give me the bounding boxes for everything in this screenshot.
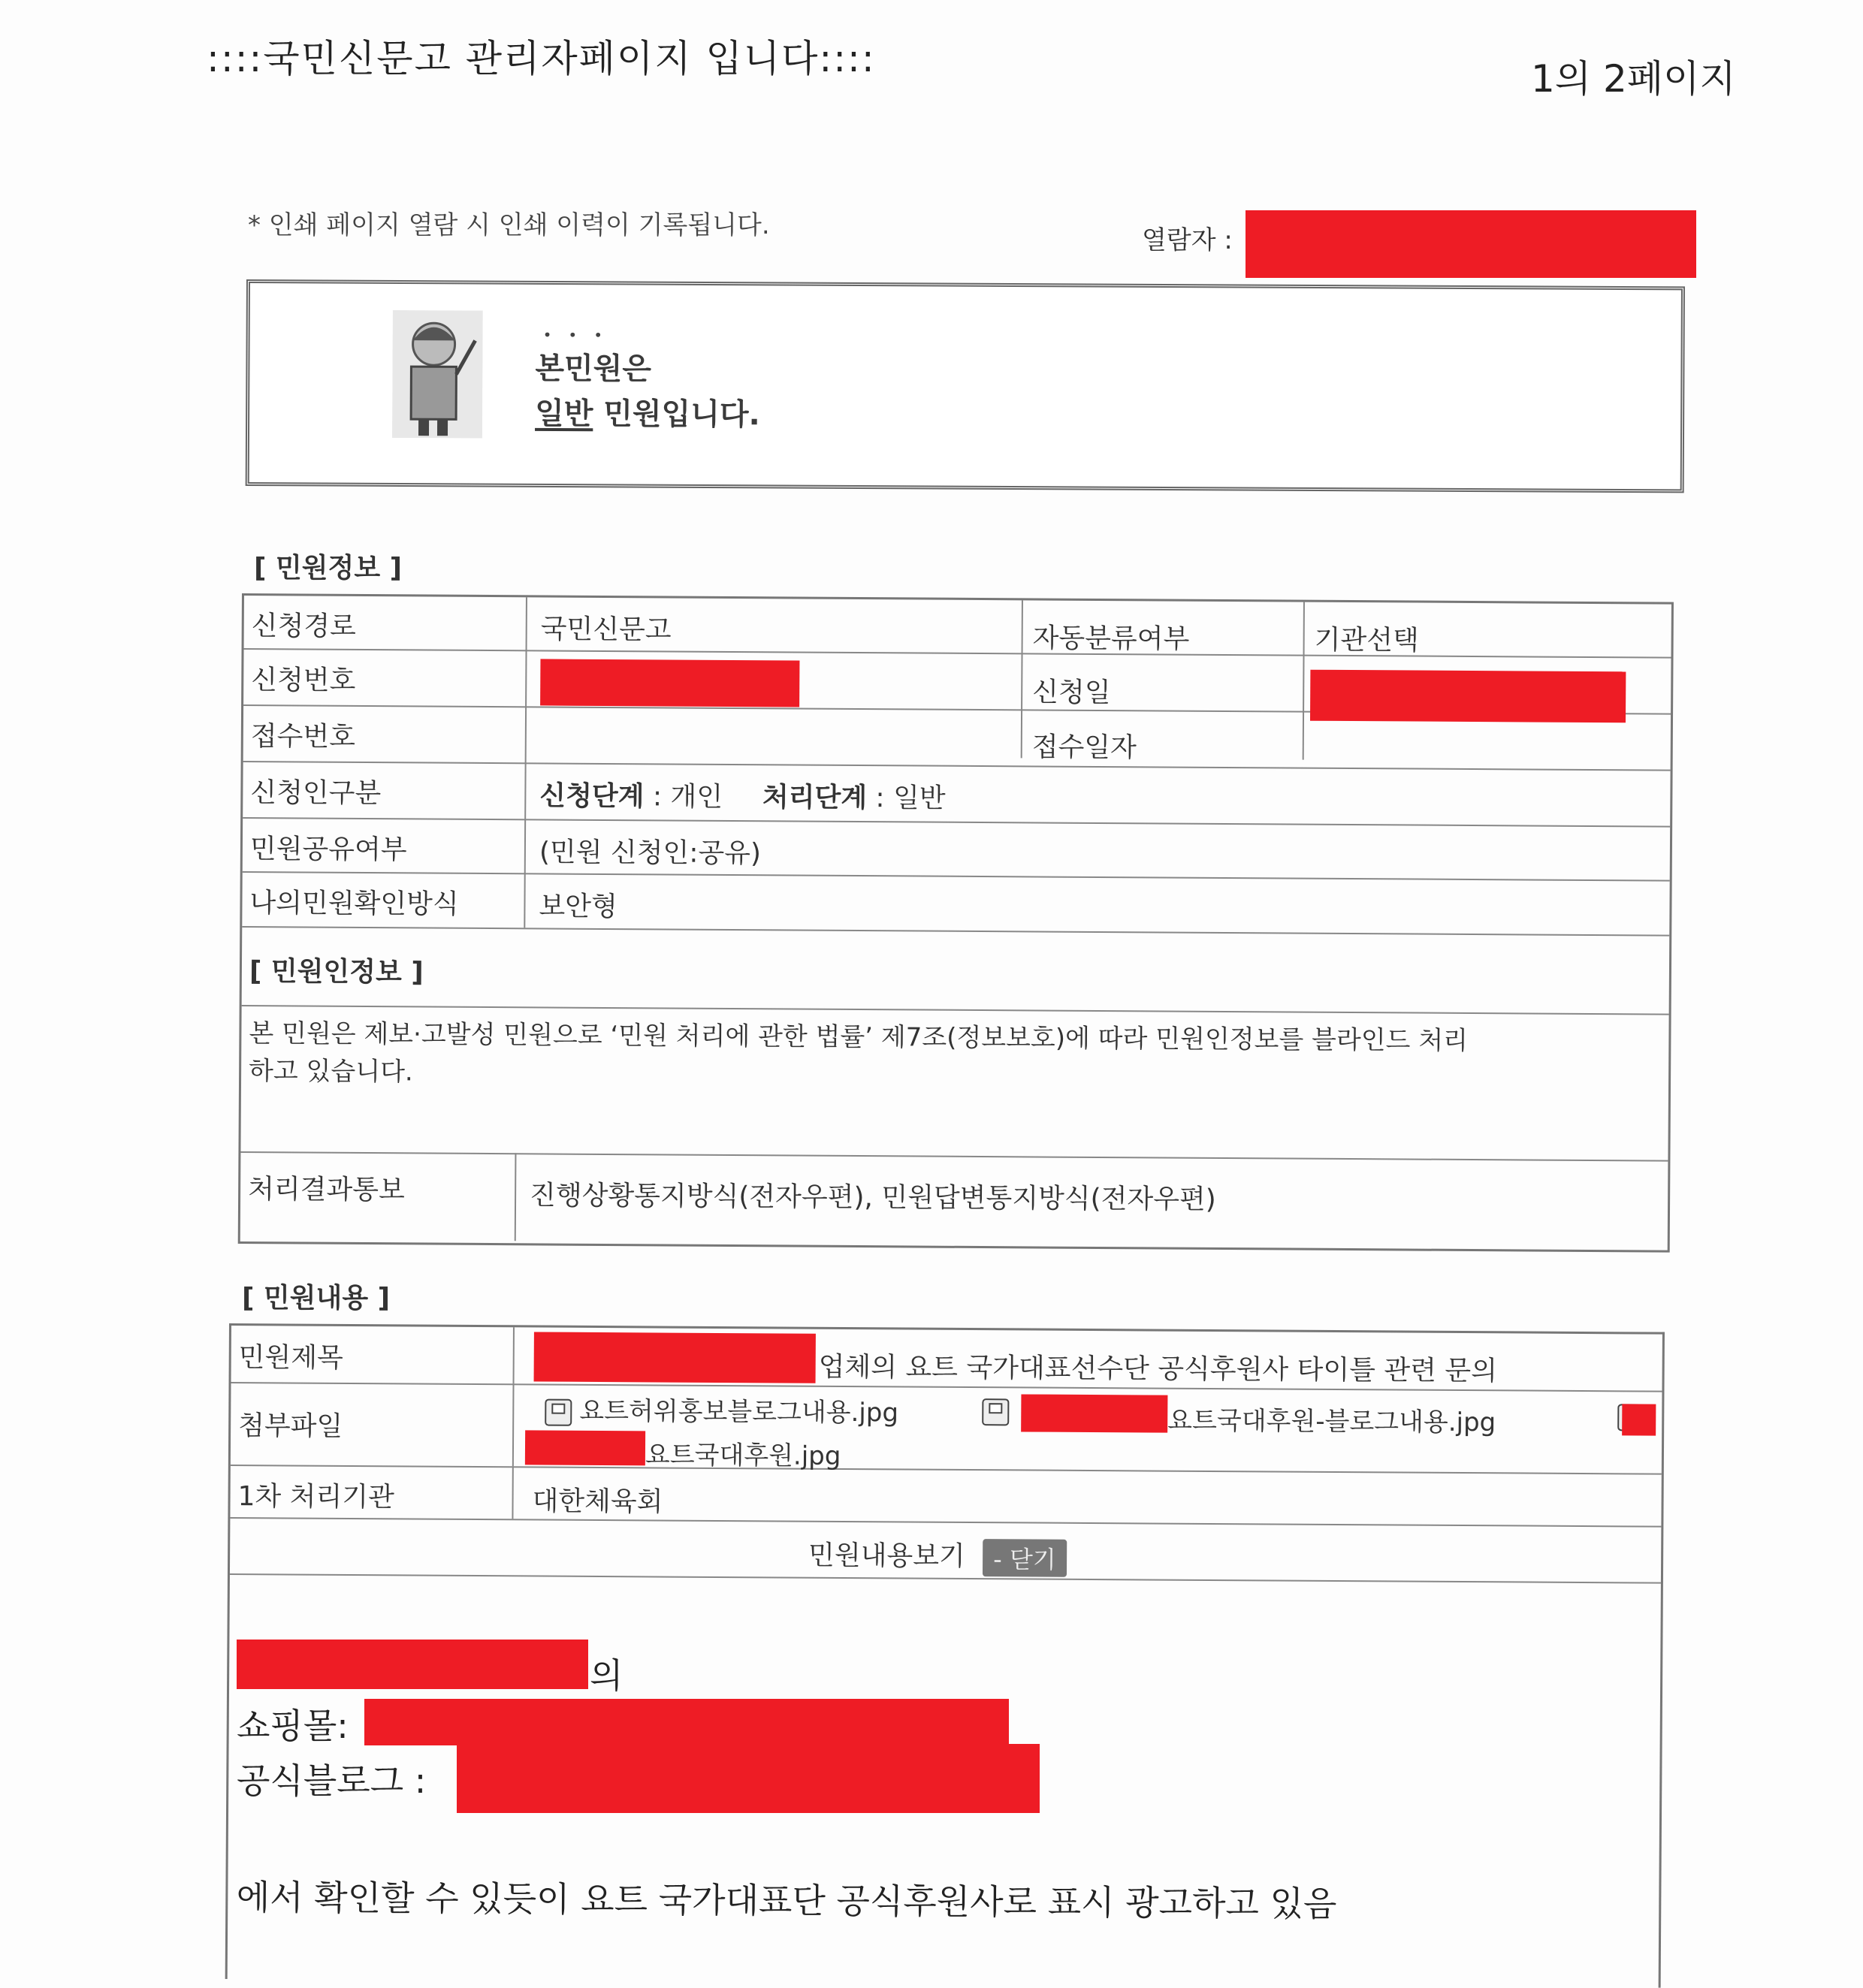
redacted-blog-url <box>457 1744 1040 1813</box>
person-text-line1: 본 민원은 제보·고발성 민원으로 ‘민원 처리에 관한 법률’ 제7조(정보보호)에 따라 민원인정보를 블라인드 처리 <box>249 1018 1469 1056</box>
view-toggle <box>808 1534 1067 1577</box>
agency-divider <box>512 1466 513 1519</box>
row-subject <box>231 1326 1662 1392</box>
attach-file-2[interactable]: 요트국대후원-블로그내용.jpg <box>1167 1405 1496 1438</box>
file-icon <box>545 1398 572 1425</box>
check-value: 보안형 <box>539 891 617 923</box>
body-of-suffix: 의 <box>590 1655 624 1696</box>
applicant-label: 신청인구분 <box>250 777 382 810</box>
attach-file-3[interactable]: 요트국대후원.jpg <box>645 1440 841 1471</box>
row-view-toggle <box>230 1517 1661 1584</box>
section-title-content: [ 민원내용 ] <box>242 1283 391 1314</box>
mall-label: 쇼핑몰: <box>237 1706 349 1746</box>
stage1-value: : 개인 <box>652 781 723 813</box>
subject-value: 업체의 요트 국가대표선수단 공식후원사 타이틀 관련 문의 <box>818 1351 1498 1387</box>
stage2-value: : 일반 <box>875 783 946 814</box>
row-applicant <box>243 761 1670 828</box>
redacted-company <box>534 1332 816 1383</box>
share-label: 민원공유여부 <box>249 834 407 866</box>
page-number: 1의 2페이지 <box>1531 57 1736 101</box>
redacted-company-name <box>237 1640 588 1689</box>
row-attach <box>231 1382 1662 1475</box>
agency-value: 대한체육회 <box>532 1486 663 1518</box>
complaint-type-banner <box>246 279 1685 493</box>
page-header-title: ::::국민신문고 관리자페이지 입니다:::: <box>207 37 876 80</box>
check-label: 나의민원확인방식 <box>249 888 459 920</box>
banner-dots: ••• <box>542 325 620 345</box>
section-title-info: [ 민원정보 ] <box>254 553 403 584</box>
view-label: 민원내용보기 <box>808 1540 965 1572</box>
banner-type: 일반 <box>535 396 593 432</box>
app-date-label: 신청일 <box>1032 677 1111 709</box>
row-app-no <box>243 648 1671 715</box>
route-label: 신청경로 <box>251 611 356 642</box>
subject-label: 민원제목 <box>238 1342 343 1374</box>
row-recv-no <box>243 704 1671 771</box>
attach-file-1[interactable] <box>545 1390 898 1429</box>
row-person-text <box>240 1005 1668 1162</box>
stage2-label: 처리단계 <box>762 782 868 814</box>
agency-label: 1차 처리기관 <box>237 1481 394 1513</box>
applicant-stages <box>539 774 946 815</box>
row-person-title <box>242 926 1670 1015</box>
redacted-attach-prefix-2 <box>1021 1394 1167 1432</box>
officer-avatar-icon <box>392 310 483 439</box>
viewer-label: 열람자 : <box>1142 225 1233 255</box>
banner-line2-rest: 민원입니다. <box>593 397 760 433</box>
person-text-line2: 하고 있습니다. <box>248 1056 413 1088</box>
attach-file-1-name: 요트허위홍보블로그내용.jpg <box>579 1395 899 1428</box>
recv-no-label: 접수번호 <box>250 721 356 753</box>
attach-divider <box>512 1383 515 1466</box>
row-check <box>242 871 1669 937</box>
route-value: 국민신문고 <box>540 614 672 646</box>
close-content-button[interactable]: - 닫기 <box>983 1539 1067 1577</box>
subject-divider <box>513 1327 515 1383</box>
auto-label: 자동분류여부 <box>1032 623 1190 655</box>
notify-divider <box>515 1153 517 1241</box>
banner-line2 <box>535 390 760 433</box>
banner-line1: 본민원은 <box>535 351 652 387</box>
info-table <box>238 593 1674 1253</box>
share-value: (민원 신청인:공유) <box>539 837 762 870</box>
notify-label: 처리결과통보 <box>248 1174 405 1206</box>
auto-value: 기관선택 <box>1314 624 1419 656</box>
recv-date-label: 접수일자 <box>1031 732 1137 764</box>
redacted-mall-url <box>364 1699 1009 1745</box>
row-notify <box>240 1151 1668 1248</box>
attach-label: 첨부파일 <box>238 1410 343 1442</box>
file-icon <box>982 1398 1009 1425</box>
redacted-viewer <box>1246 210 1696 278</box>
redacted-app-no <box>540 659 799 707</box>
stage1-label: 신청단계 <box>539 780 645 813</box>
notify-value: 진행상황통지방식(전자우편), 민원답변통지방식(전자우편) <box>529 1180 1216 1215</box>
redacted-attach-prefix-3b <box>525 1430 645 1465</box>
print-notice: * 인쇄 페이지 열람 시 인쇄 이력이 기록됩니다. <box>248 210 770 240</box>
app-no-label: 신청번호 <box>251 665 356 696</box>
blog-label: 공식블로그 : <box>237 1760 427 1801</box>
person-info-title: [ 민원인정보 ] <box>249 956 424 988</box>
body-final-text: 에서 확인할 수 있듯이 요트 국가대표단 공식후원사로 표시 광고하고 있음 <box>236 1876 1337 1924</box>
redacted-attach-prefix-3a <box>1622 1404 1656 1435</box>
